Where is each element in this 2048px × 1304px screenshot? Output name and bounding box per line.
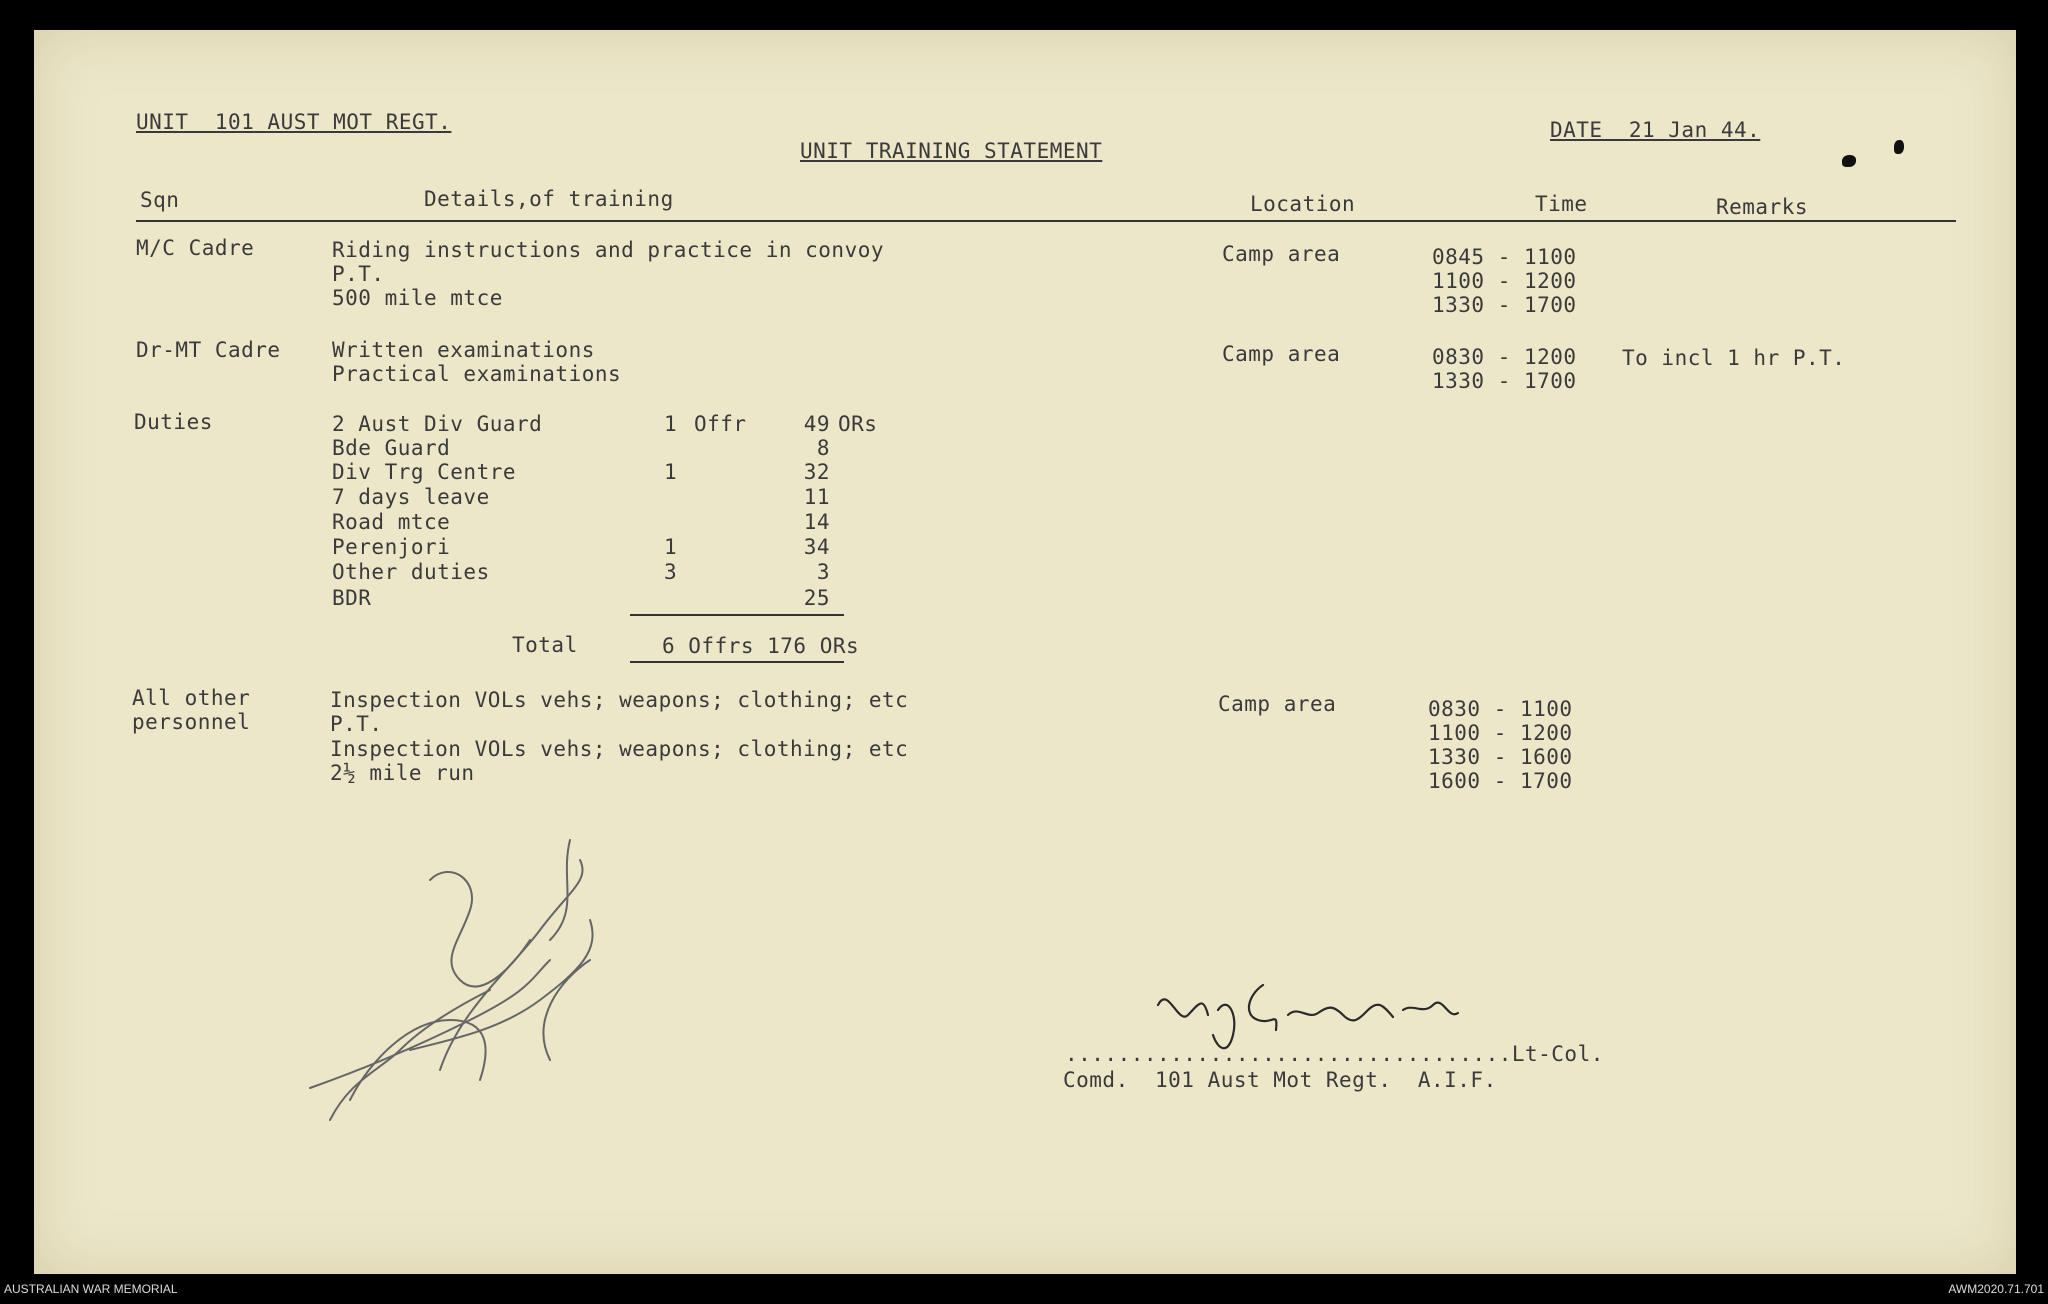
duty-item: 7 days leave	[332, 485, 490, 509]
duty-offrs-label: Offr	[694, 412, 747, 436]
col-sqn: Sqn	[140, 188, 180, 212]
duty-item: Div Trg Centre	[332, 460, 517, 484]
col-details: Details,of training	[424, 187, 674, 211]
col-location: Location	[1250, 192, 1356, 216]
signature-dots: ..................................Lt-Col.	[1065, 1042, 1604, 1066]
detail-line: Riding instructions and practice in convoy	[332, 238, 885, 262]
duty-ors: 3	[816, 560, 830, 584]
duty-ors: 25	[803, 586, 830, 610]
duty-ors-label: ORs	[838, 412, 878, 436]
sqn-mc-cadre: M/C Cadre	[136, 236, 255, 260]
total-value: 6 Offrs 176 ORs	[662, 634, 860, 658]
unit-heading: UNIT 101 AUST MOT REGT.	[136, 110, 452, 134]
time: 1330 - 1700	[1432, 369, 1577, 393]
detail-line: 500 mile mtce	[332, 286, 503, 310]
duty-item: Road mtce	[332, 510, 451, 534]
time: 1600 - 1700	[1428, 769, 1573, 793]
duty-ors: 11	[803, 485, 830, 509]
location: Camp area	[1222, 242, 1341, 266]
punch-hole	[1894, 140, 1904, 154]
time: 1330 - 1700	[1432, 293, 1577, 317]
duty-ors: 49	[803, 412, 830, 436]
time: 1330 - 1600	[1428, 745, 1573, 769]
footer-bar	[0, 1276, 2048, 1304]
location: Camp area	[1218, 692, 1337, 716]
footer-right: AWM2020.71.701	[1948, 1282, 2044, 1296]
date-heading: DATE 21 Jan 44.	[1550, 118, 1761, 142]
col-remarks: Remarks	[1716, 195, 1809, 219]
detail-line: P.T.	[330, 712, 383, 736]
col-time: Time	[1535, 192, 1588, 216]
duty-offrs: 1	[664, 535, 678, 559]
duty-item: 2 Aust Div Guard	[332, 412, 543, 436]
time: 1100 - 1200	[1432, 269, 1577, 293]
time: 0830 - 1200	[1432, 345, 1577, 369]
detail-line: Inspection VOLs vehs; weapons; clothing; etc	[330, 688, 909, 712]
duty-offrs: 1	[664, 412, 678, 436]
remark: To incl 1 hr P.T.	[1622, 346, 1846, 370]
signature-comd: Comd. 101 Aust Mot Regt. A.I.F.	[1063, 1068, 1497, 1092]
sqn-all-other: All other	[132, 686, 251, 710]
location: Camp area	[1222, 342, 1341, 366]
sqn-duties: Duties	[134, 410, 213, 434]
duty-item: Bde Guard	[332, 436, 451, 460]
duty-offrs: 1	[664, 460, 678, 484]
page-title: UNIT TRAINING STATEMENT	[800, 139, 1103, 163]
duty-item: Other duties	[332, 560, 490, 584]
total-label: Total	[512, 633, 578, 657]
duty-ors: 34	[803, 535, 830, 559]
duty-ors: 14	[803, 510, 830, 534]
total-rule	[630, 614, 844, 616]
footer-left: AUSTRALIAN WAR MEMORIAL	[4, 1282, 178, 1296]
detail-line: Practical examinations	[332, 362, 622, 386]
time: 0845 - 1100	[1432, 245, 1577, 269]
detail-line: 2½ mile run	[330, 761, 475, 785]
pencil-signature	[290, 820, 630, 1160]
total-underline	[630, 661, 844, 663]
duty-ors: 8	[816, 436, 830, 460]
time: 1100 - 1200	[1428, 721, 1573, 745]
detail-line: P.T.	[332, 262, 385, 286]
duty-item: Perenjori	[332, 535, 451, 559]
time: 0830 - 1100	[1428, 697, 1573, 721]
sqn-drmt-cadre: Dr-MT Cadre	[136, 338, 281, 362]
duty-ors: 32	[803, 460, 830, 484]
duty-offrs: 3	[664, 560, 678, 584]
detail-line: Written examinations	[332, 338, 595, 362]
header-rule	[136, 220, 1956, 222]
punch-hole	[1842, 155, 1856, 167]
detail-line: Inspection VOLs vehs; weapons; clothing; etc	[330, 737, 909, 761]
sqn-all-other-2: personnel	[132, 710, 251, 734]
duty-item: BDR	[332, 586, 372, 610]
